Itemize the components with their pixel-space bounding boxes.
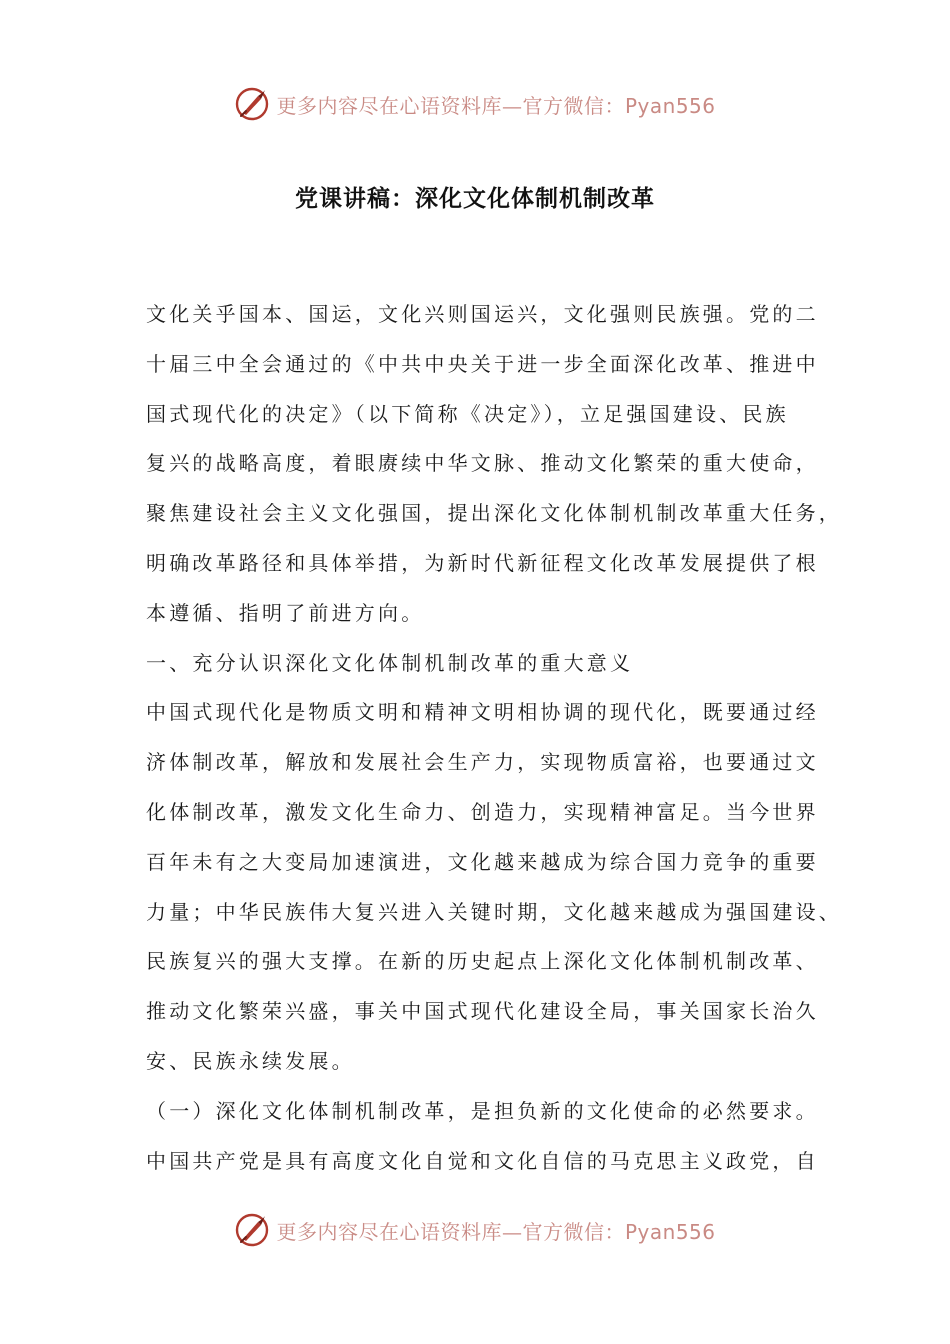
body-line: 民族复兴的强大支撑。在新的历史起点上深化文化体制机制改革、 bbox=[146, 949, 819, 974]
body-line: 安、民族永续发展。 bbox=[146, 1048, 355, 1073]
body-line: 复兴的战略高度，着眼赓续中华文脉、推动文化繁荣的重大使命， bbox=[146, 451, 819, 476]
body-line: 化体制改革，激发文化生命力、创造力，实现精神富足。当今世界 bbox=[146, 799, 819, 824]
watermark-footer bbox=[0, 1212, 950, 1248]
subsection-heading: （一）深化文化体制机制改革，是担负新的文化使命的必然要求。 bbox=[146, 1098, 819, 1123]
quill-logo-icon bbox=[234, 1212, 270, 1248]
watermark-text: 更多内容尽在心语资料库—官方微信：Pyan556 bbox=[276, 93, 716, 118]
body-line: 中国共产党是具有高度文化自觉和文化自信的马克思主义政党，自 bbox=[146, 1148, 819, 1173]
body-line: 明确改革路径和具体举措，为新时代新征程文化改革发展提供了根 bbox=[146, 550, 819, 575]
section-heading: 一、充分认识深化文化体制机制改革的重大意义 bbox=[146, 650, 634, 675]
body-line: 中国式现代化是物质文明和精神文明相协调的现代化，既要通过经 bbox=[146, 700, 819, 725]
document-body bbox=[146, 294, 846, 1190]
quill-logo-icon bbox=[234, 86, 270, 122]
body-line: 济体制改革，解放和发展社会生产力，实现物质富裕，也要通过文 bbox=[146, 750, 819, 775]
body-line: 百年未有之大变局加速演进，文化越来越成为综合国力竞争的重要 bbox=[146, 849, 819, 874]
body-line: 本遵循、指明了前进方向。 bbox=[146, 600, 425, 625]
body-line: 聚焦建设社会主义文化强国，提出深化文化体制机制改革重大任务， bbox=[146, 501, 842, 526]
body-line: 国式现代化的决定》（以下简称《决定》），立足强国建设、民族 bbox=[146, 401, 789, 426]
watermark-text: 更多内容尽在心语资料库—官方微信：Pyan556 bbox=[276, 1219, 716, 1244]
body-line: 十届三中全会通过的《中共中央关于进一步全面深化改革、推进中 bbox=[146, 351, 819, 376]
watermark-header bbox=[0, 86, 950, 122]
body-line: 推动文化繁荣兴盛，事关中国式现代化建设全局，事关国家长治久 bbox=[146, 999, 819, 1024]
body-line: 文化关乎国本、国运，文化兴则国运兴，文化强则民族强。党的二 bbox=[146, 302, 819, 326]
body-line: 力量；中华民族伟大复兴进入关键时期，文化越来越成为强国建设、 bbox=[146, 899, 842, 924]
document-title: 党课讲稿：深化文化体制机制改革 bbox=[295, 186, 655, 212]
